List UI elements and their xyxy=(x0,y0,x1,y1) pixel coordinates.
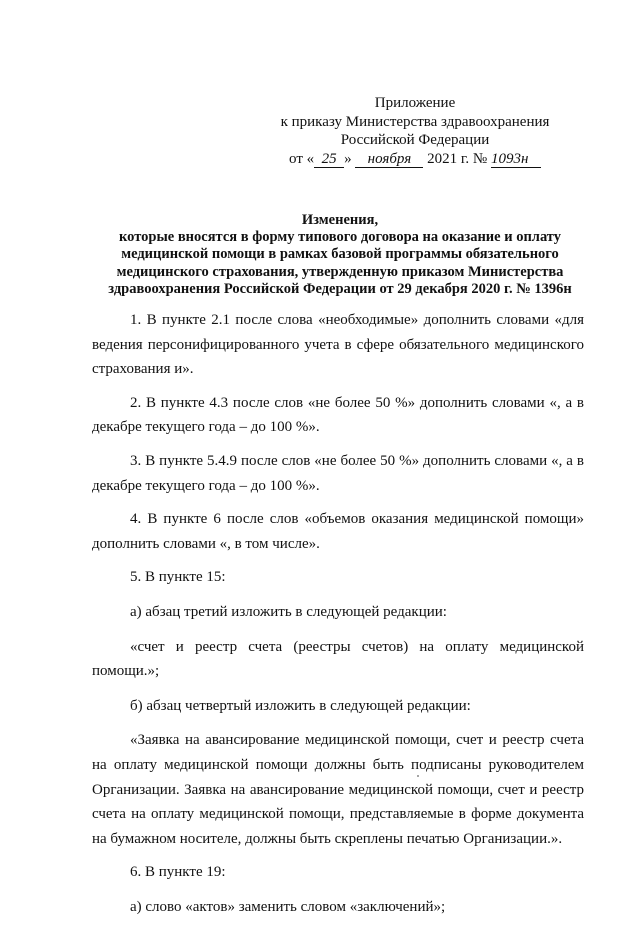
order-day-close: » xyxy=(344,150,352,167)
document-title xyxy=(80,212,600,298)
order-month: ноября xyxy=(355,151,423,168)
paragraph-item-5: 5. В пункте 15: xyxy=(130,569,226,586)
appendix-label: Приложение xyxy=(374,95,456,111)
title-line: медицинского страхования, утвержденную приказом Министерства xyxy=(116,263,564,280)
order-number: 1093н xyxy=(491,151,541,168)
paragraph-item-1: 1. В пункте 2.1 после слова «необходимые» дополнить словами «для ведения персонифицированного учета в сфере обязательного медицинского страхования и». xyxy=(92,312,584,378)
paragraph-item-2: 2. В пункте 4.3 после слов «не более 50 %» дополнить словами «, а в декабре текущего года – до 100 %». xyxy=(92,394,584,436)
order-date-line xyxy=(250,150,580,169)
paragraph-item-5a: а) абзац третий изложить в следующей редакции: xyxy=(130,603,447,620)
appendix-order-ref: к приказу Министерства здравоохранения xyxy=(280,113,550,130)
paragraph-item-3: 3. В пункте 5.4.9 после слов «не более 50 %» дополнить словами «, а в декабре текущего года – до 100 %». xyxy=(92,452,584,494)
paragraph-item-4: 4. В пункте 6 после слов «объемов оказания медицинской помощи» дополнить словами «, в том числе». xyxy=(92,511,584,552)
title-heading: Изменения, xyxy=(301,212,379,228)
paragraph-item-6a: а) слово «актов» заменить словом «заключений»; xyxy=(130,898,446,915)
title-line: здравоохранения Российской Федерации от 29 декабря 2020 г. № 1396н xyxy=(108,280,572,297)
document-body xyxy=(92,308,584,929)
order-from-prefix: от « xyxy=(289,150,315,167)
title-line: которые вносятся в форму типового договора на оказание и оплату xyxy=(118,229,561,246)
paragraph-item-5b: б) абзац четвертый изложить в следующей редакции: xyxy=(130,697,471,714)
paragraph-item-5a-text: «счет и реестр счета (реестры счетов) на оплату медицинской помощи.»; xyxy=(92,638,584,680)
paragraph-item-5b-text: «Заявка на авансирование медицинской помощи, счет и реестр счета на оплату медицинской помощи должны быть подписаны руководителем Организации. Заявка на авансирование медицинской помощи, счет и реестр счета на оплату медицинской помощи, представляемые в форме документа на бумажном носителе, должны быть скреплены печатью Организации.». xyxy=(92,732,584,847)
scan-speck xyxy=(417,775,419,777)
order-day: 25 xyxy=(314,151,344,168)
order-year: 2021 г. № xyxy=(427,150,488,167)
paragraph-item-6: 6. В пункте 19: xyxy=(130,864,226,881)
title-line: медицинской помощи в рамках базовой программы обязательного xyxy=(121,246,559,263)
appendix-federation: Российской Федерации xyxy=(340,132,490,148)
appendix-header xyxy=(250,94,580,168)
